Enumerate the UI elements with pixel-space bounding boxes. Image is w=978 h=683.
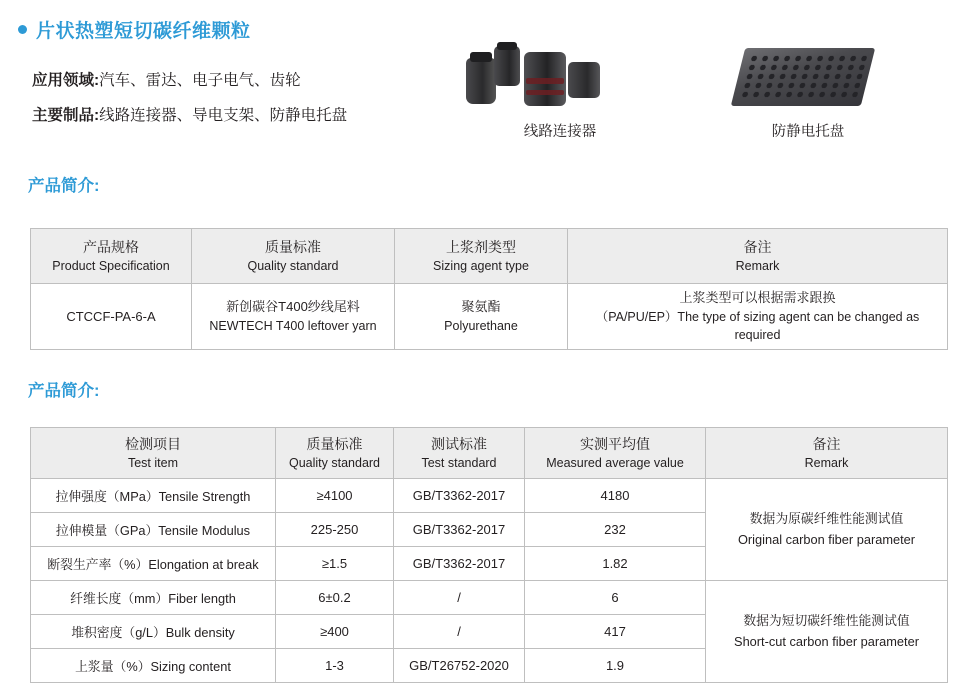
products-label: 主要制品: [32, 107, 100, 124]
connector-cap-b [497, 42, 517, 50]
connector-ring-1 [526, 78, 564, 84]
col-remark [706, 428, 948, 479]
connector-image [450, 42, 670, 141]
connector-part-b [494, 46, 520, 86]
col-remark-cn: 备注 [812, 435, 841, 452]
cell-quality-standard: 225-250 [276, 513, 394, 547]
cell-test-item: 上浆量（%）Sizing content [31, 649, 276, 683]
cell-test-standard: GB/T3362-2017 [394, 479, 525, 513]
cell-test-standard: / [394, 581, 525, 615]
col-test-standard-cn: 测试标准 [431, 435, 487, 452]
application-value: 汽车、雷达、电子电气、齿轮 [99, 72, 301, 89]
cell-remark-cn: 上浆类型可以根据需求跟换 [679, 290, 836, 305]
cell-remark-en: （PA/PU/EP）The type of sizing agent can be changed as required [595, 309, 920, 343]
cell-quality-standard: 6±0.2 [276, 581, 394, 615]
cell-test-item: 拉伸强度（MPa）Tensile Strength [31, 479, 276, 513]
product-spec-table [30, 228, 948, 350]
col-remark-cn: 备注 [743, 238, 772, 255]
connector-illustration [450, 42, 670, 114]
table-row [31, 479, 948, 513]
connector-part-a [466, 58, 496, 104]
cell-measured-value: 6 [525, 581, 706, 615]
table-header-row [31, 229, 948, 284]
cell-measured-value: 417 [525, 615, 706, 649]
connector-cap-a [470, 52, 492, 62]
cell-sizing-agent-type [395, 284, 568, 350]
cell-remark-group-2-en: Short-cut carbon fiber parameter [734, 633, 919, 649]
col-test-standard-en: Test standard [421, 456, 497, 471]
cell-quality-standard: 1-3 [276, 649, 394, 683]
col-sizing-agent-type-en: Sizing agent type [433, 259, 529, 274]
col-quality-standard-cn: 质量标准 [265, 238, 321, 255]
col-test-standard [394, 428, 525, 479]
col-test-item-cn: 检测项目 [125, 435, 181, 452]
test-data-table [30, 427, 948, 683]
table-header-row [31, 428, 948, 479]
col-sizing-agent-type [395, 229, 568, 284]
tray-body [731, 48, 875, 106]
products-field [32, 103, 452, 125]
connector-caption: 线路连接器 [523, 124, 597, 140]
bullet-dot-icon [18, 25, 27, 34]
col-quality-standard-en: Quality standard [247, 259, 339, 274]
cell-sizing-agent-type-cn: 聚氨酯 [461, 299, 501, 315]
cell-quality-standard: ≥1.5 [276, 547, 394, 581]
cell-sizing-agent-type-en: Polyurethane [444, 318, 518, 333]
cell-remark-group-2 [706, 581, 948, 683]
cell-remark-group-1-cn: 数据为原碳纤维性能测试值 [749, 511, 904, 527]
cell-test-standard: GB/T3362-2017 [394, 547, 525, 581]
section1-heading: 产品简介: [28, 177, 100, 195]
col-quality-standard-en: Quality standard [288, 456, 381, 471]
cell-test-standard: GB/T26752-2020 [394, 649, 525, 683]
tray-caption: 防静电托盘 [771, 124, 845, 140]
cell-test-standard: / [394, 615, 525, 649]
col-measured-average-value-cn: 实测平均值 [580, 435, 650, 452]
connector-part-d [568, 62, 600, 98]
cell-measured-value: 1.9 [525, 649, 706, 683]
tray-image [698, 42, 918, 141]
col-quality-standard-cn: 质量标准 [306, 435, 363, 452]
page-title: 片状热塑短切碳纤维颗粒 [36, 21, 251, 42]
page-header [0, 0, 978, 43]
section2-heading: 产品简介: [28, 382, 100, 400]
cell-test-item: 断裂生产率（%）Elongation at break [31, 547, 276, 581]
cell-remark [568, 284, 948, 350]
cell-test-standard: GB/T3362-2017 [394, 513, 525, 547]
col-product-specification-en: Product Specification [52, 259, 170, 274]
product-images [440, 42, 960, 157]
cell-test-item: 纤维长度（mm）Fiber length [31, 581, 276, 615]
tray-illustration [698, 42, 918, 114]
col-measured-average-value-en: Measured average value [546, 456, 684, 471]
col-measured-average-value [525, 428, 706, 479]
application-field [32, 68, 452, 90]
cell-product-specification: CTCCF-PA-6-A [31, 284, 192, 350]
cell-quality-standard: ≥400 [276, 615, 394, 649]
col-product-specification-cn: 产品规格 [83, 238, 139, 255]
col-remark-en: Remark [804, 456, 849, 471]
cell-remark-group-2-cn: 数据为短切碳纤维性能测试值 [743, 613, 910, 629]
cell-quality-standard: ≥4100 [276, 479, 394, 513]
col-test-item [31, 428, 276, 479]
cell-quality-standard [192, 284, 395, 350]
cell-measured-value: 232 [525, 513, 706, 547]
col-sizing-agent-type-cn: 上浆剂类型 [446, 238, 516, 255]
col-quality-standard [192, 229, 395, 284]
col-remark [568, 229, 948, 284]
cell-quality-standard-en: NEWTECH T400 leftover yarn [209, 318, 377, 333]
cell-test-item: 拉伸模量（GPa）Tensile Modulus [31, 513, 276, 547]
cell-test-item: 堆积密度（g/L）Bulk density [31, 615, 276, 649]
col-quality-standard [276, 428, 394, 479]
products-value: 线路连接器、导电支架、防静电托盘 [99, 107, 348, 124]
connector-ring-2 [526, 90, 564, 95]
product-info-block [32, 68, 452, 138]
cell-remark-group-1-en: Original carbon fiber parameter [737, 531, 916, 547]
col-remark-en: Remark [735, 259, 780, 274]
application-label: 应用领域: [32, 72, 100, 89]
col-product-specification [31, 229, 192, 284]
table-row [31, 581, 948, 615]
col-test-item-en: Test item [127, 456, 178, 471]
cell-measured-value: 4180 [525, 479, 706, 513]
cell-remark-group-1 [706, 479, 948, 581]
cell-measured-value: 1.82 [525, 547, 706, 581]
tray-holes [738, 54, 867, 100]
cell-quality-standard-cn: 新创碳谷T400纱线尾料 [226, 299, 360, 315]
table-row [31, 284, 948, 350]
